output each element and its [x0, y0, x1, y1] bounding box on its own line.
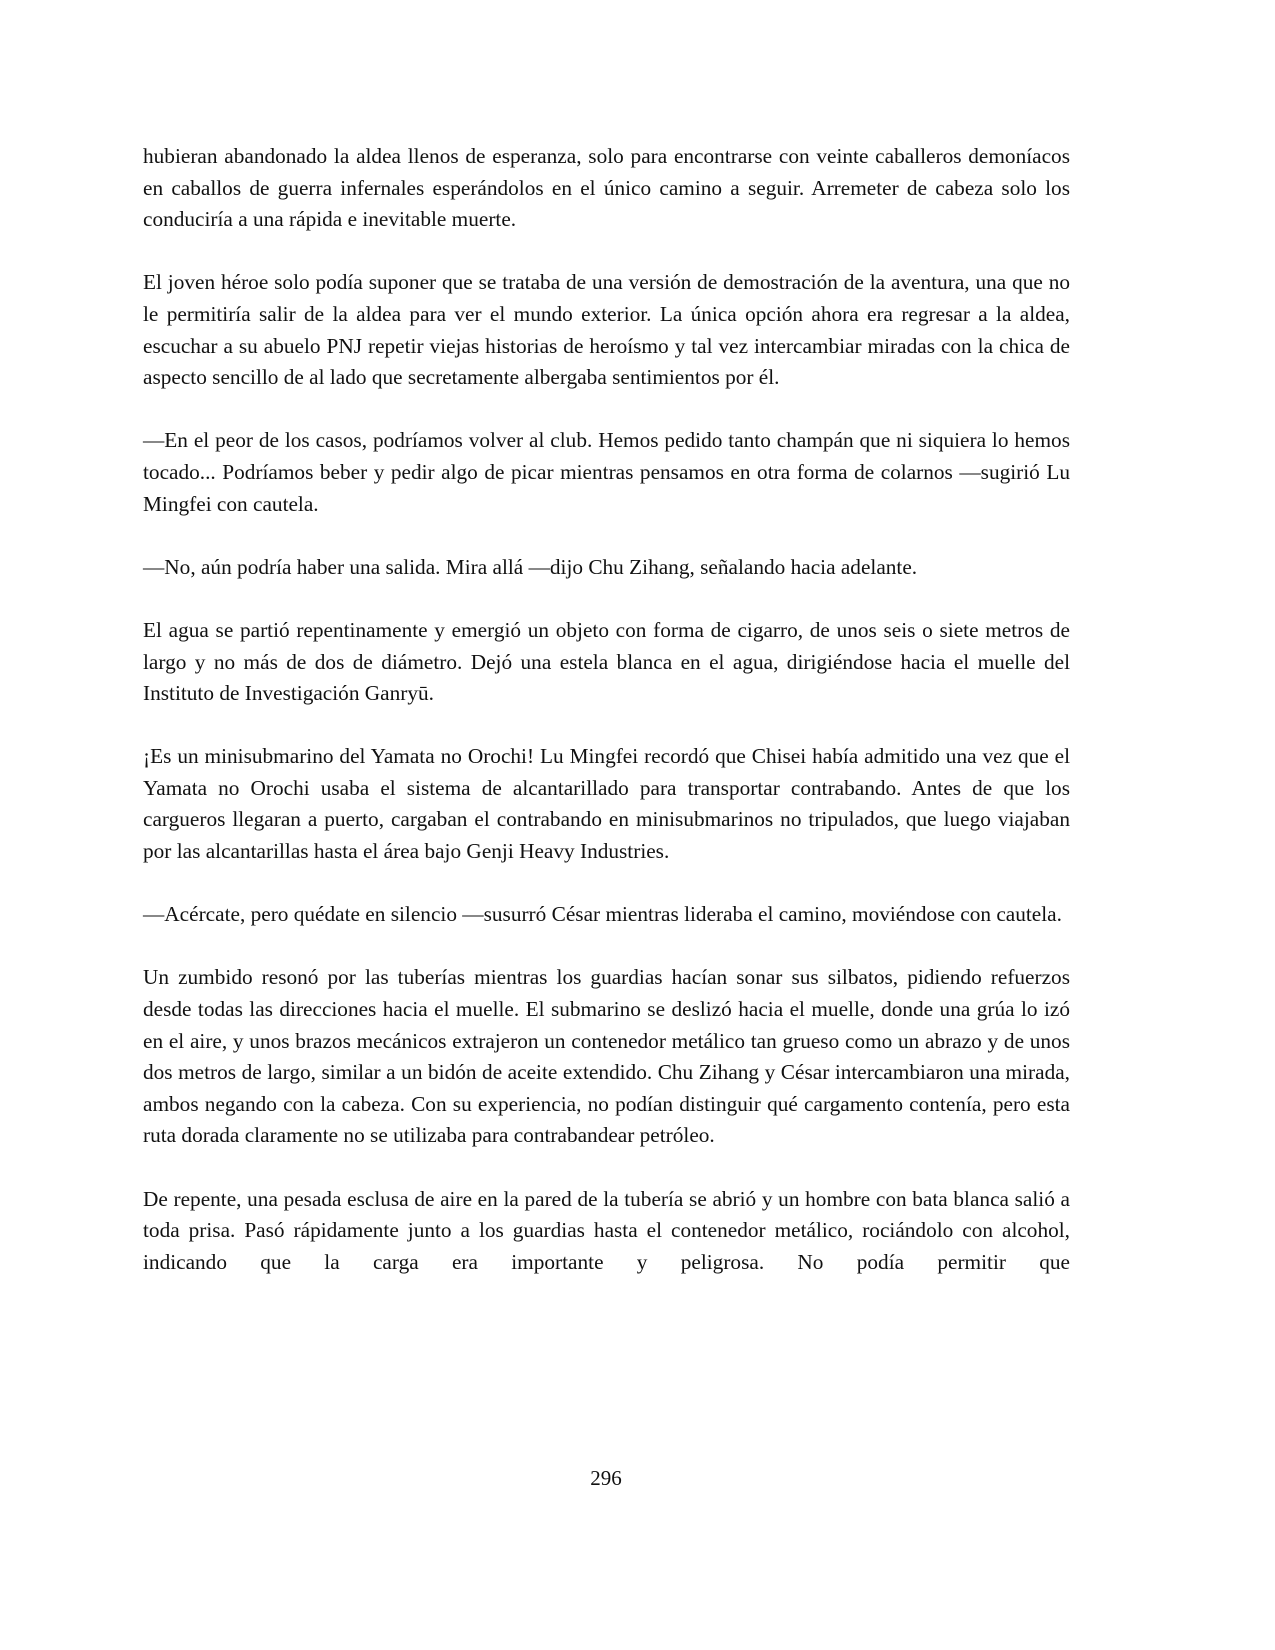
paragraph: De repente, una pesada esclusa de aire en la pared de la tubería se abrió y un hombre con bata blanca salió a toda prisa. Pasó rápidamente junto a los guardias hasta el contenedor metálico, rociándolo con alcohol, indicando que la carga era importante y peligrosa. No podía permitir que — [143, 1186, 1070, 1274]
paragraph: El joven héroe solo podía suponer que se trataba de una versión de demostración de la aventura, una que no le permitiría salir de la aldea para ver el mundo exterior. La única opción ahora era regresar a la aldea, escuchar a su abuelo PNJ repetir viejas historias de heroísmo y tal vez intercambiar miradas con la chica de aspecto sencillo de al lado que secretamente albergaba sentimientos por él. — [143, 270, 1070, 390]
paragraph: ¡Es un minisubmarino del Yamata no Orochi! Lu Mingfei recordó que Chisei había admitido una vez que el Yamata no Orochi usaba el sistema de alcantarillado para transportar contrabando. Antes de que los cargueros llegaran a puerto, cargaban el contrabando en minisubmarinos no tripulados, que luego viajaban por las alcantarillas hasta el área bajo Genji Heavy Industries. — [143, 744, 1070, 864]
page-body — [143, 141, 1070, 1310]
page-number: 296 — [590, 1466, 622, 1490]
paragraph: El agua se partió repentinamente y emergió un objeto con forma de cigarro, de unos seis o siete metros de largo y no más de dos de diámetro. Dejó una estela blanca en el agua, dirigiéndose hacia el muelle del Instituto de Investigación Ganryū. — [143, 617, 1070, 706]
paragraph: —En el peor de los casos, podríamos volver al club. Hemos pedido tanto champán que ni siquiera lo hemos tocado... Podríamos beber y pedir algo de picar mientras pensamos en otra forma de colarnos —sugirió Lu Mingfei con cautela. — [143, 428, 1070, 516]
paragraph: Un zumbido resonó por las tuberías mientras los guardias hacían sonar sus silbatos, pidiendo refuerzos desde todas las direcciones hacia el muelle. El submarino se deslizó hacia el muelle, donde una grúa lo izó en el aire, y unos brazos mecánicos extrajeron un contenedor metálico tan grueso como un abrazo y de unos dos metros de largo, similar a un bidón de aceite extendido. Chu Zihang y César intercambiaron una mirada, ambos negando con la cabeza. Con su experiencia, no podían distinguir qué cargamento contenía, pero esta ruta dorada claramente no se utilizaba para contrabandear petróleo. — [143, 965, 1070, 1148]
paragraph: —Acércate, pero quédate en silencio —susurró César mientras lideraba el camino, moviéndose con cautela. — [143, 902, 1062, 927]
paragraph: hubieran abandonado la aldea llenos de esperanza, solo para encontrarse con veinte caballeros demoníacos en caballos de guerra infernales esperándolos en el único camino a seguir. Arremeter de cabeza solo los conduciría a una rápida e inevitable muerte. — [143, 144, 1070, 232]
paragraph: —No, aún podría haber una salida. Mira allá —dijo Chu Zihang, señalando hacia adelante. — [143, 554, 918, 579]
